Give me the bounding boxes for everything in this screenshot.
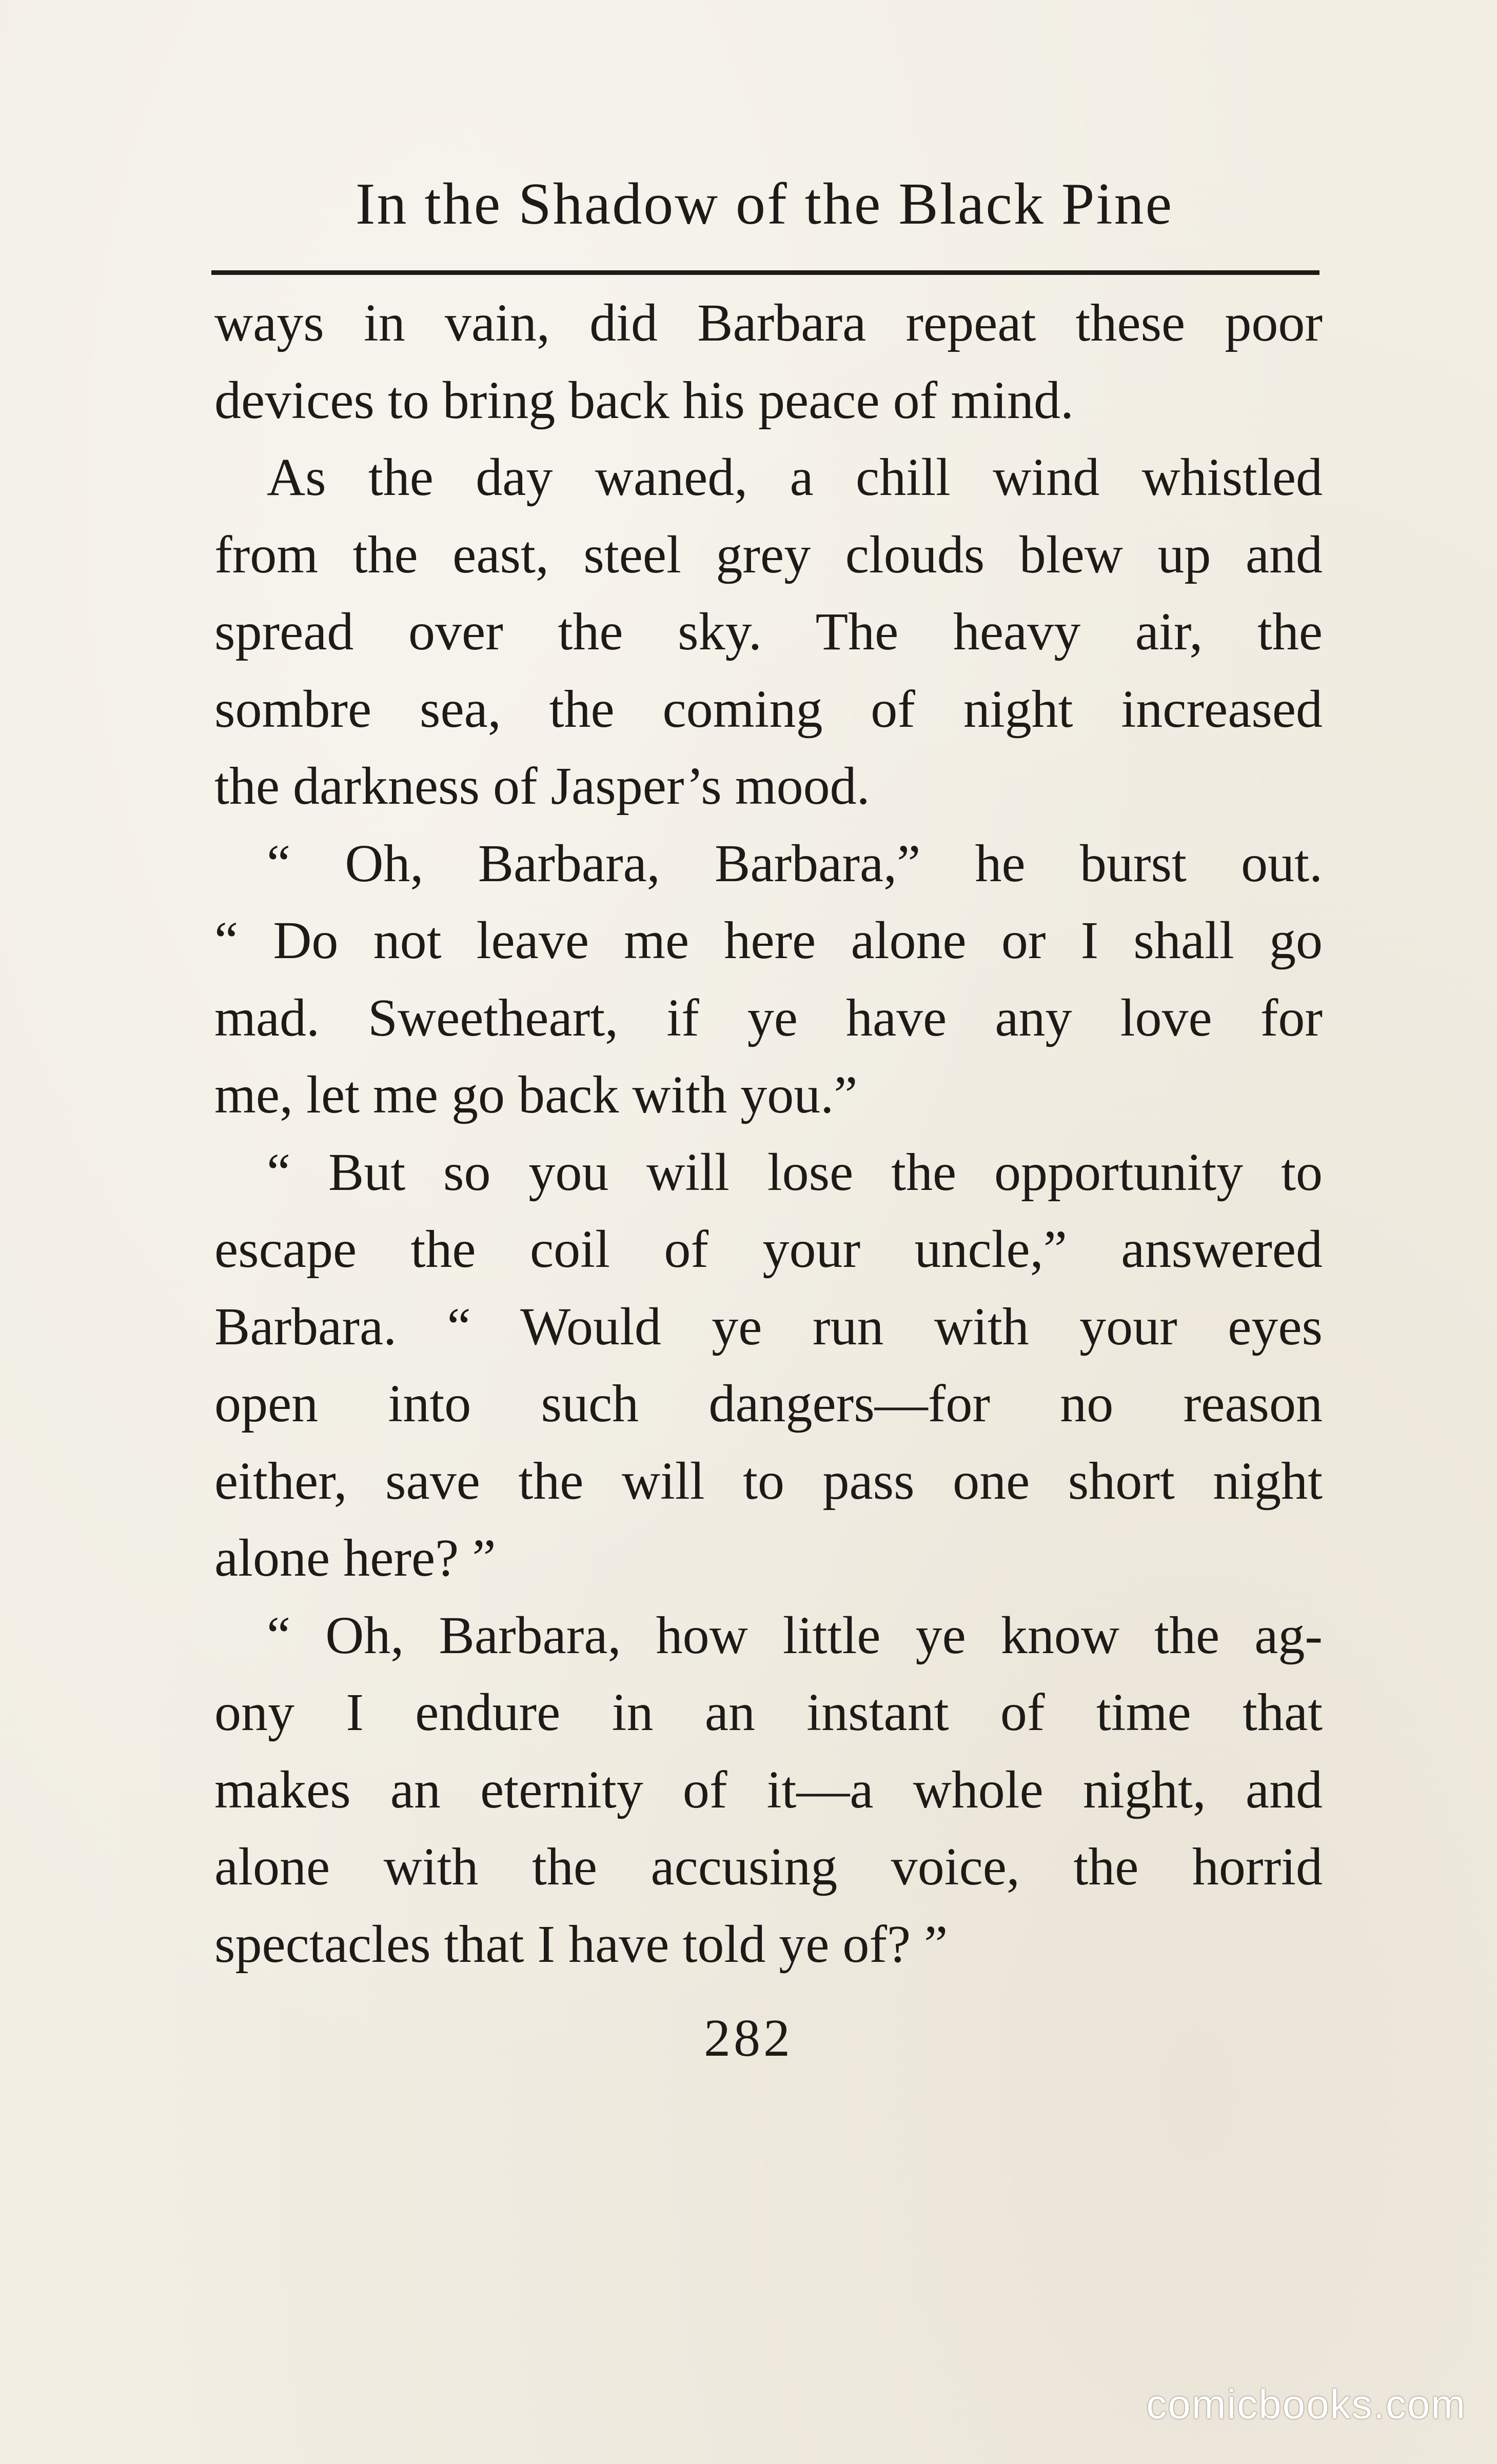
text-line: “ Oh, Barbara, how little ye know the ag- — [267, 1605, 1323, 1665]
text-line: ways in vain, did Barbara repeat these poor — [214, 293, 1323, 352]
text-line: sombre sea, the coming of night increased — [214, 679, 1323, 739]
body-text — [214, 285, 1323, 1983]
text-line: escape the coil of your uncle,” answered — [214, 1220, 1323, 1279]
text-line: “ But so you will lose the opportunity to — [267, 1142, 1323, 1202]
text-line: devices to bring back his peace of mind. — [214, 370, 1074, 430]
page-number: 282 — [704, 2009, 793, 2068]
text-line: makes an eternity of it—a whole night, and — [214, 1760, 1323, 1819]
text-line: Barbara. “ Would ye run with your eyes — [214, 1297, 1323, 1356]
text-line: alone here? ” — [214, 1528, 496, 1587]
watermark: comicbooks.com — [1146, 2381, 1466, 2427]
text-line: “ Do not leave me here alone or I shall go — [214, 911, 1323, 970]
text-line: ony I endure in an instant of time that — [214, 1683, 1323, 1742]
text-line: mad. Sweetheart, if ye have any love for — [214, 988, 1323, 1047]
text-line: the darkness of Jasper’s mood. — [214, 757, 870, 816]
text-line: from the east, steel grey clouds blew up and — [214, 525, 1323, 584]
text-line: As the day waned, a chill wind whistled — [267, 448, 1323, 507]
text-line: me, let me go back with you.” — [214, 1065, 858, 1124]
text-line: spread over the sky. The heavy air, the — [214, 602, 1323, 661]
text-line: either, save the will to pass one short night — [214, 1451, 1323, 1511]
text-line: open into such dangers—for no reason — [214, 1374, 1323, 1433]
text-line: spectacles that I have told ye of? ” — [214, 1914, 948, 1974]
text-line: alone with the accusing voice, the horrid — [214, 1837, 1323, 1896]
text-line: “ Oh, Barbara, Barbara,” he burst out. — [267, 833, 1323, 893]
running-head: In the Shadow of the Black Pine — [355, 171, 1174, 237]
header-rule — [211, 270, 1319, 275]
